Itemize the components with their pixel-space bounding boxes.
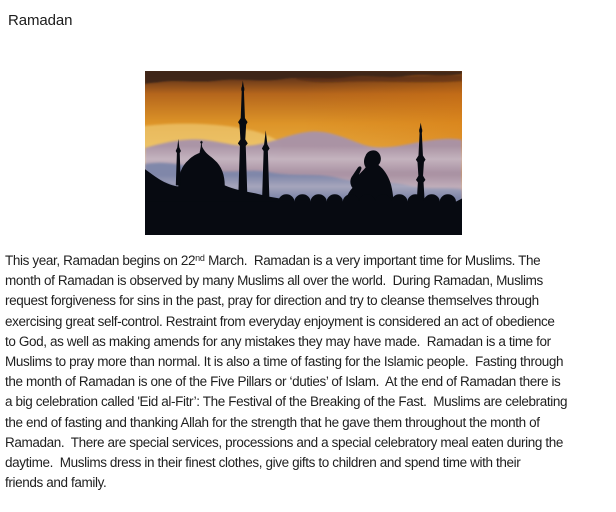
paragraph-line: a big celebration called 'Eid al-Fitr’: The Festival of the Breaking of the Fast. Muslims are celebrating (5, 394, 568, 410)
dome-finial-ball (200, 141, 202, 143)
paragraph-line: month of Ramadan is observed by many Muslims all over the world. During Ramadan, Muslims (5, 273, 543, 289)
paragraph-line: to God, as well as making amends for any mistakes they may have made. Ramadan is a time for (5, 333, 551, 349)
paragraph-line: daytime. Muslims dress in their finest clothes, give gifts to children and spend time with their (5, 454, 521, 470)
paragraph-text-segment: March. Ramadan is a very important time for Muslims. The (204, 253, 541, 268)
paragraph-line: Ramadan. There are special services, processions and a special celebratory meal eaten during the (5, 434, 563, 450)
mosque-sunset-illustration (145, 71, 462, 235)
paragraph-line: Muslims to pray more than normal. It is also a time of fasting for the Islamic people. Fasting through (5, 353, 564, 369)
paragraph-text-segment: This year, Ramadan begins on 22 (5, 253, 196, 268)
paragraph-line: friends and family. (5, 475, 107, 491)
document-title: Ramadan (8, 12, 73, 29)
paragraph-line: the end of fasting and thanking Allah for the strength that he gave them throughout the month of (5, 414, 540, 430)
paragraph-line: request forgiveness for sins in the past, pray for direction and try to cleanse themselves through (5, 293, 539, 309)
ramadan-sunset-image (145, 71, 462, 235)
paragraph-line: exercising great self-control. Restraint from everyday enjoyment is considered an act of obedience (5, 313, 555, 329)
paragraph-line: the month of Ramadan is one of the Five Pillars or ‘duties’ of Islam. At the end of Ramadan there is (5, 374, 561, 390)
body-paragraph (5, 251, 613, 493)
paragraph-line (5, 251, 613, 271)
ordinal-superscript: nd (195, 252, 205, 263)
